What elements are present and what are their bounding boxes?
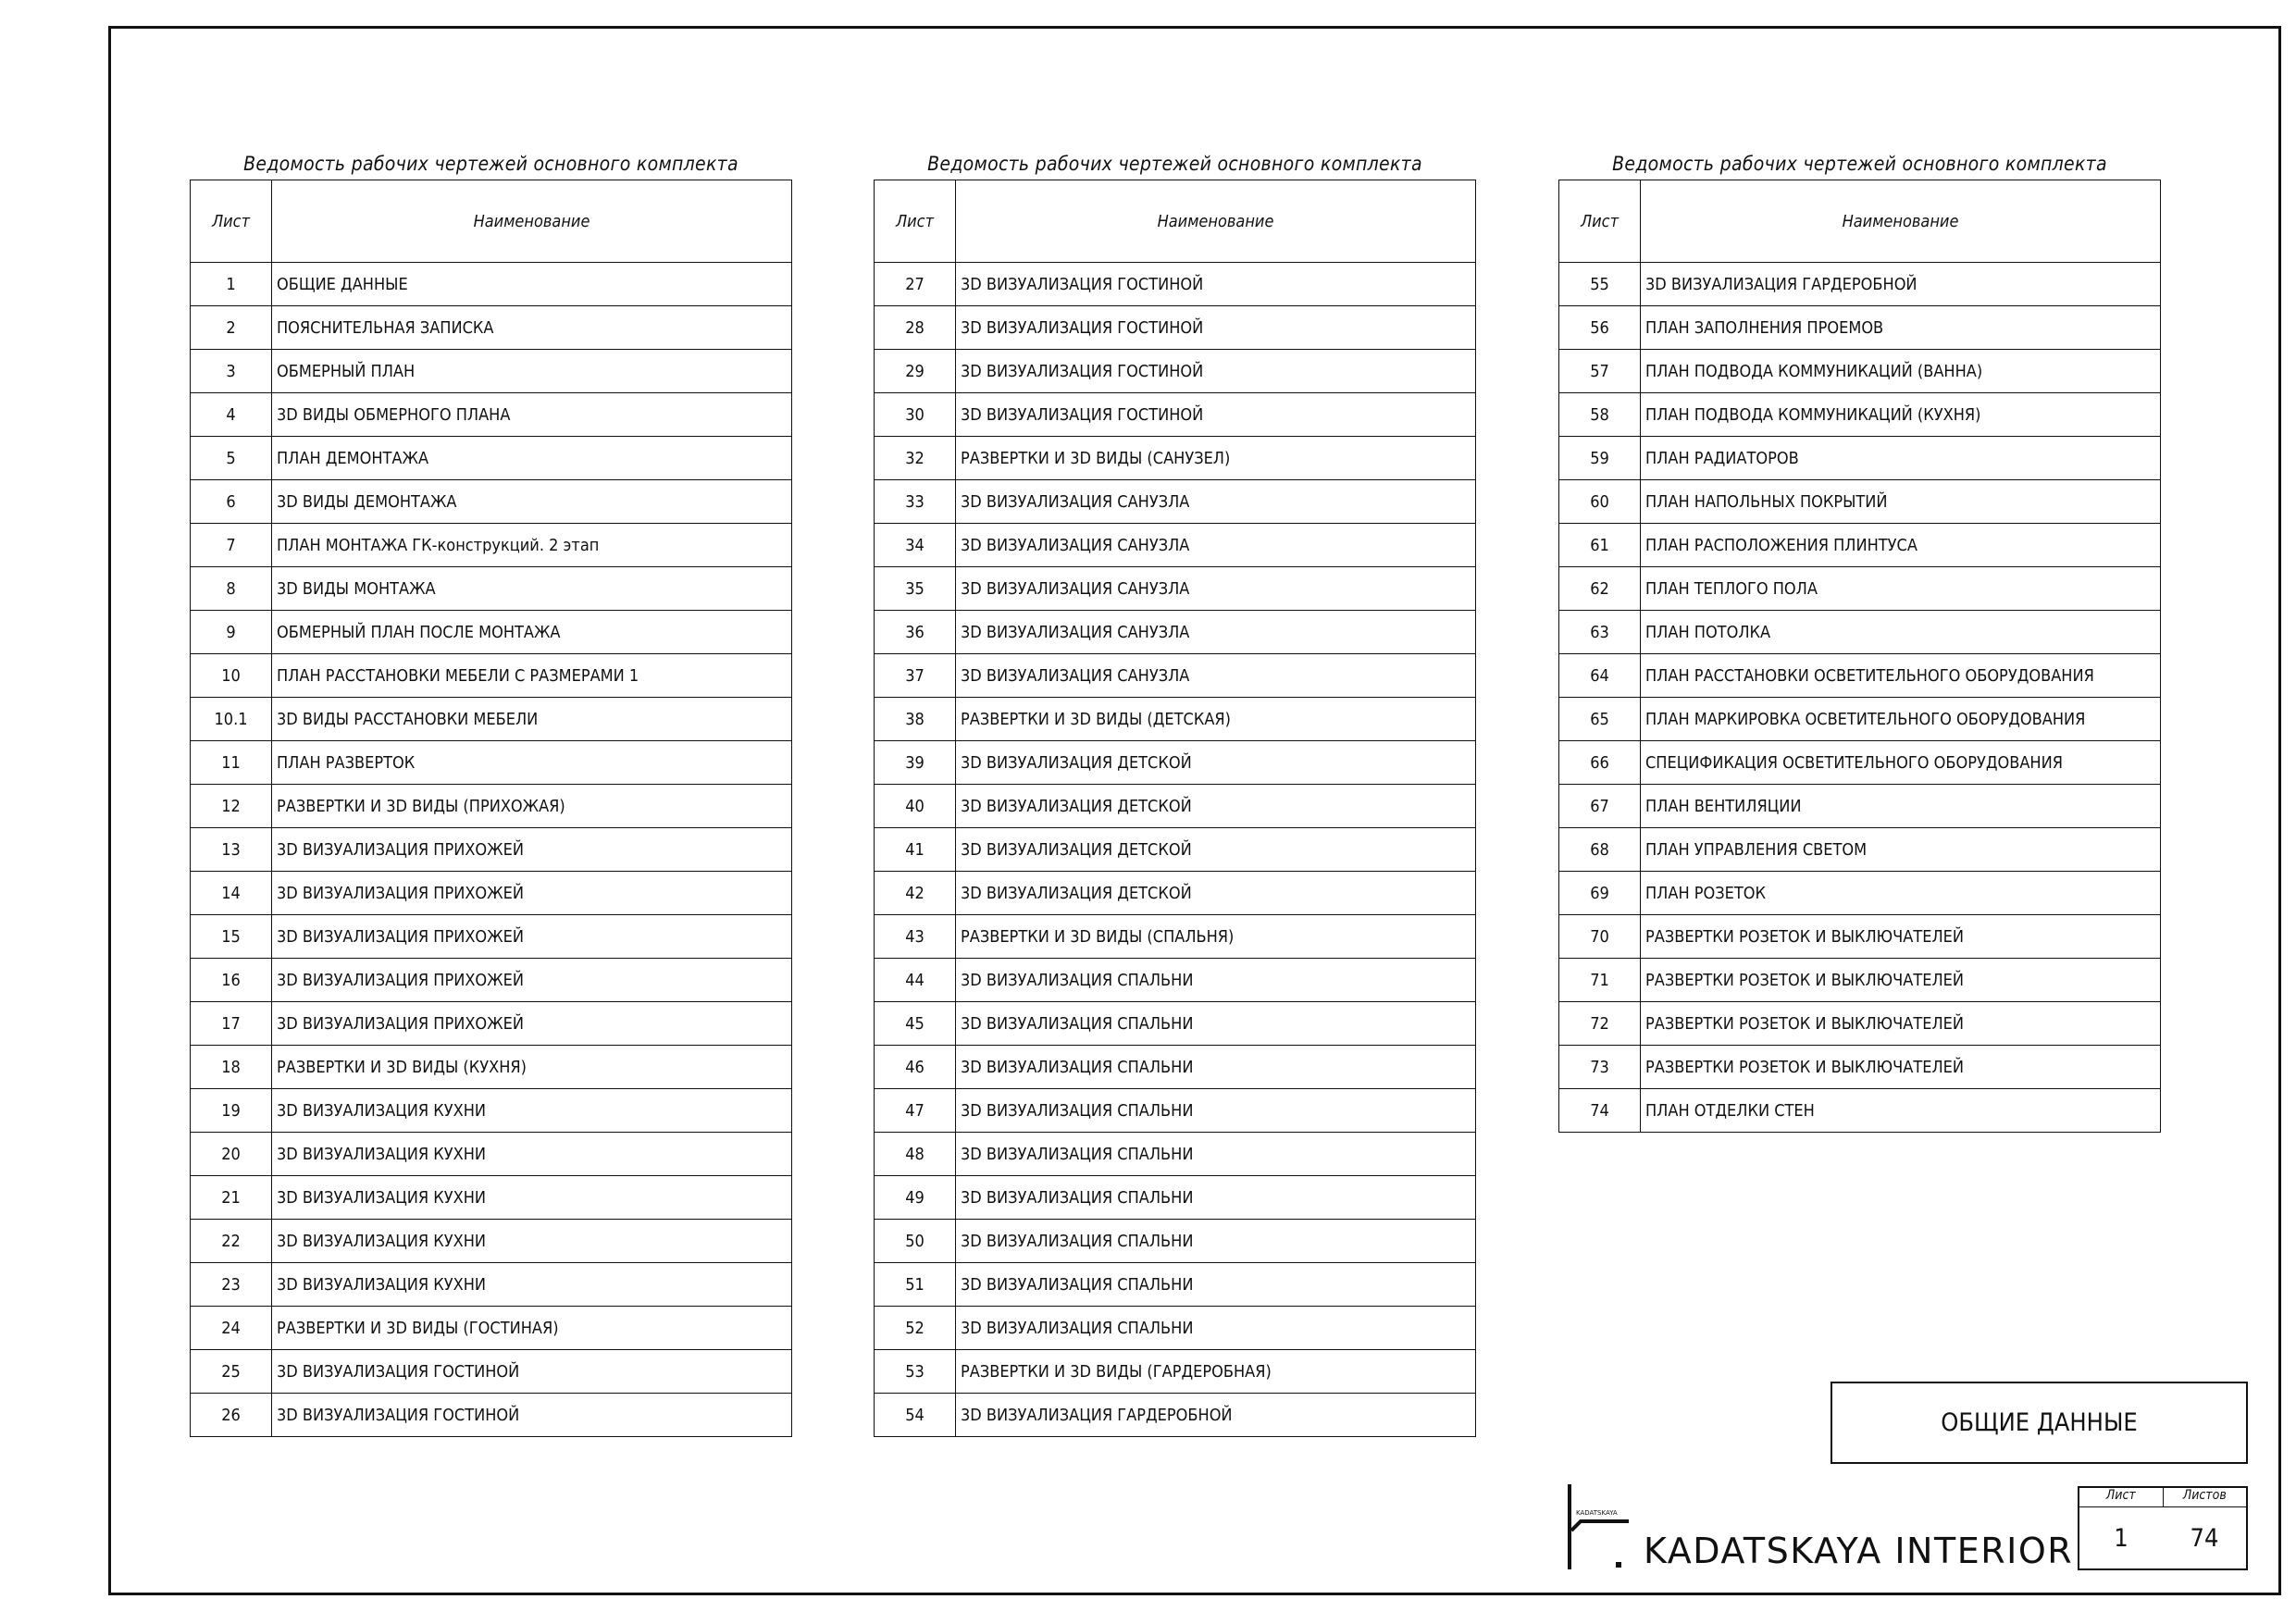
sheet-name: 3D ВИЗУАЛИЗАЦИЯ СПАЛЬНИ (956, 1263, 1476, 1307)
sheet-name: 3D ВИЗУАЛИЗАЦИЯ ПРИХОЖЕЙ (272, 1002, 792, 1046)
sheet-name: 3D ВИЗУАЛИЗАЦИЯ САНУЗЛА (956, 567, 1476, 611)
sheet-number: 5 (191, 437, 272, 480)
sheet-name: ПЛАН ОТДЕЛКИ СТЕН (1641, 1089, 2161, 1133)
table-row (191, 1350, 792, 1394)
table-row (875, 1350, 1476, 1394)
sheet-name: ПЛАН РОЗЕТОК (1641, 872, 2161, 915)
table-row (1559, 1046, 2161, 1089)
sheet-number: 42 (875, 872, 956, 915)
sheet-number: 44 (875, 959, 956, 1002)
sheet-name: 3D ВИЗУАЛИЗАЦИЯ СПАЛЬНИ (956, 1089, 1476, 1133)
sheet-name: ОБМЕРНЫЙ ПЛАН ПОСЛЕ МОНТАЖА (272, 611, 792, 654)
sheet-number: 53 (875, 1350, 956, 1394)
sheet-number: 43 (875, 915, 956, 959)
register-title: Ведомость рабочих чертежей основного комплекта (1612, 153, 2107, 175)
table-row (875, 263, 1476, 306)
sheet-name: ПЛАН ПОТОЛКА (1641, 611, 2161, 654)
sheet-name: 3D ВИЗУАЛИЗАЦИЯ САНУЗЛА (956, 480, 1476, 524)
sheet-name: 3D ВИЗУАЛИЗАЦИЯ СПАЛЬНИ (956, 1220, 1476, 1263)
sheet-number: 39 (875, 741, 956, 785)
table-row (875, 741, 1476, 785)
register-column-3 (1558, 148, 2161, 1133)
sheet-number: 4 (191, 393, 272, 437)
sheet-name: ПЛАН РАЗВЕРТОК (272, 741, 792, 785)
sheet-number: 56 (1559, 306, 1641, 350)
table-row (1559, 306, 2161, 350)
sheet-number: 62 (1559, 567, 1641, 611)
sheet-name: ОБМЕРНЫЙ ПЛАН (272, 350, 792, 393)
sheet-number: 33 (875, 480, 956, 524)
header-name: Наименование (956, 180, 1476, 263)
table-row (875, 828, 1476, 872)
sheet-name: 3D ВИЗУАЛИЗАЦИЯ КУХНИ (272, 1220, 792, 1263)
sheet-number: 2 (191, 306, 272, 350)
sheet-name: РАЗВЕРТКИ И 3D ВИДЫ (САНУЗЕЛ) (956, 437, 1476, 480)
sheet-number: 61 (1559, 524, 1641, 567)
table-row (191, 1002, 792, 1046)
sheet-name: 3D ВИДЫ ДЕМОНТАЖА (272, 480, 792, 524)
sheet-name: ПЛАН МАРКИРОВКА ОСВЕТИТЕЛЬНОГО ОБОРУДОВАНИЯ (1641, 698, 2161, 741)
sheet-name: РАЗВЕРТКИ И 3D ВИДЫ (ДЕТСКАЯ) (956, 698, 1476, 741)
sheet-number: 50 (875, 1220, 956, 1263)
sheet-name: ПЛАН ДЕМОНТАЖА (272, 437, 792, 480)
sheet-name: 3D ВИЗУАЛИЗАЦИЯ САНУЗЛА (956, 654, 1476, 698)
sheet-number: 57 (1559, 350, 1641, 393)
sheet-number: 55 (1559, 263, 1641, 306)
sheet-name: 3D ВИЗУАЛИЗАЦИЯ ДЕТСКОЙ (956, 872, 1476, 915)
sheet-number: 60 (1559, 480, 1641, 524)
table-row (875, 611, 1476, 654)
sheet-name: 3D ВИЗУАЛИЗАЦИЯ САНУЗЛА (956, 611, 1476, 654)
sheet-name: 3D ВИЗУАЛИЗАЦИЯ ГОСТИНОЙ (956, 263, 1476, 306)
table-row (191, 698, 792, 741)
table-row (875, 654, 1476, 698)
sheet-name: РАЗВЕРТКИ И 3D ВИДЫ (ПРИХОЖАЯ) (272, 785, 792, 828)
table-row (1559, 915, 2161, 959)
table-row (875, 1394, 1476, 1437)
register-column-2 (874, 148, 1476, 1437)
sheet-name: 3D ВИЗУАЛИЗАЦИЯ СПАЛЬНИ (956, 959, 1476, 1002)
sheet-number: 13 (191, 828, 272, 872)
sheet-name: 3D ВИЗУАЛИЗАЦИЯ ГАРДЕРОБНОЙ (1641, 263, 2161, 306)
sheet-name: 3D ВИЗУАЛИЗАЦИЯ ПРИХОЖЕЙ (272, 872, 792, 915)
sheet-name: СПЕЦИФИКАЦИЯ ОСВЕТИТЕЛЬНОГО ОБОРУДОВАНИЯ (1641, 741, 2161, 785)
sheet-name: 3D ВИЗУАЛИЗАЦИЯ КУХНИ (272, 1133, 792, 1176)
sheet-name: ПЛАН УПРАВЛЕНИЯ СВЕТОМ (1641, 828, 2161, 872)
sheet-name: ПЛАН ПОДВОДА КОММУНИКАЦИЙ (КУХНЯ) (1641, 393, 2161, 437)
sheet-number: 59 (1559, 437, 1641, 480)
sheet-number: 19 (191, 1089, 272, 1133)
sheet-number: 38 (875, 698, 956, 741)
sheet-number: 71 (1559, 959, 1641, 1002)
sheet-number: 10 (191, 654, 272, 698)
table-row (875, 1046, 1476, 1089)
sheet-number: 40 (875, 785, 956, 828)
sheet-name: 3D ВИДЫ МОНТАЖА (272, 567, 792, 611)
sheet-number: 69 (1559, 872, 1641, 915)
header-sheet: Лист (875, 180, 956, 263)
sheet-number: 37 (875, 654, 956, 698)
table-row (191, 1394, 792, 1437)
sheet-name: 3D ВИЗУАЛИЗАЦИЯ СПАЛЬНИ (956, 1176, 1476, 1220)
sheet-number: 52 (875, 1307, 956, 1350)
table-row (1559, 263, 2161, 306)
sheet-number: 11 (191, 741, 272, 785)
sheet-number: 1 (191, 263, 272, 306)
sheet-name: ПЛАН РАДИАТОРОВ (1641, 437, 2161, 480)
table-row (191, 828, 792, 872)
sheet-number: 9 (191, 611, 272, 654)
sheet-number: 30 (875, 393, 956, 437)
sheet-number: 54 (875, 1394, 956, 1437)
table-row (875, 1089, 1476, 1133)
table-row (191, 1220, 792, 1263)
sheet-number: 66 (1559, 741, 1641, 785)
table-row (1559, 567, 2161, 611)
table-row (1559, 437, 2161, 480)
sheet-number: 72 (1559, 1002, 1641, 1046)
sheet-name: ПЛАН РАССТАНОВКИ ОСВЕТИТЕЛЬНОГО ОБОРУДОВАНИЯ (1641, 654, 2161, 698)
table-row (875, 393, 1476, 437)
table-row (875, 1002, 1476, 1046)
sheet-number: 36 (875, 611, 956, 654)
table-row (191, 437, 792, 480)
sheet-name: РАЗВЕРТКИ И 3D ВИДЫ (СПАЛЬНЯ) (956, 915, 1476, 959)
table-row (191, 393, 792, 437)
table-row (191, 872, 792, 915)
sheet-number: 27 (875, 263, 956, 306)
sheet-name: ПЛАН ЗАПОЛНЕНИЯ ПРОЕМОВ (1641, 306, 2161, 350)
sheet-number: 49 (875, 1176, 956, 1220)
table-row (191, 1133, 792, 1176)
sheet-number: 32 (875, 437, 956, 480)
sheet-name: 3D ВИЗУАЛИЗАЦИЯ ГОСТИНОЙ (272, 1394, 792, 1437)
stamp-sheet-count (2078, 1486, 2248, 1570)
table-row (191, 524, 792, 567)
table-row (191, 567, 792, 611)
sheet-name: 3D ВИЗУАЛИЗАЦИЯ САНУЗЛА (956, 524, 1476, 567)
stamp-sheets-label: Листов (2182, 1488, 2227, 1503)
stamp-sheets-value: 74 (2190, 1524, 2219, 1553)
table-row (1559, 828, 2161, 872)
sheet-number: 15 (191, 915, 272, 959)
sheet-name: ПОЯСНИТЕЛЬНАЯ ЗАПИСКА (272, 306, 792, 350)
table-row (875, 524, 1476, 567)
sheet-number: 63 (1559, 611, 1641, 654)
table-row (1559, 611, 2161, 654)
table-row (191, 611, 792, 654)
sheet-name: РАЗВЕРТКИ РОЗЕТОК И ВЫКЛЮЧАТЕЛЕЙ (1641, 1046, 2161, 1089)
sheet-name: 3D ВИЗУАЛИЗАЦИЯ ПРИХОЖЕЙ (272, 828, 792, 872)
sheet-number: 65 (1559, 698, 1641, 741)
table-row (875, 350, 1476, 393)
sheet-name: 3D ВИЗУАЛИЗАЦИЯ СПАЛЬНИ (956, 1133, 1476, 1176)
table-row (875, 1307, 1476, 1350)
table-header-row (1559, 180, 2161, 263)
sheet-number: 12 (191, 785, 272, 828)
sheet-name: РАЗВЕРТКИ И 3D ВИДЫ (ГАРДЕРОБНАЯ) (956, 1350, 1476, 1394)
sheet-name: 3D ВИЗУАЛИЗАЦИЯ СПАЛЬНИ (956, 1046, 1476, 1089)
table-row (1559, 350, 2161, 393)
sheet-number: 7 (191, 524, 272, 567)
stamp-sheet-label: Лист (2079, 1488, 2164, 1506)
table-row (191, 741, 792, 785)
sheet-name: 3D ВИЗУАЛИЗАЦИЯ СПАЛЬНИ (956, 1002, 1476, 1046)
sheet-name: 3D ВИЗУАЛИЗАЦИЯ ГАРДЕРОБНОЙ (956, 1394, 1476, 1437)
logo-small-text: KADATSKAYA (1576, 1509, 1618, 1517)
table-row (191, 654, 792, 698)
sheet-number: 16 (191, 959, 272, 1002)
sheet-number: 8 (191, 567, 272, 611)
sheet-name: ПЛАН МОНТАЖА ГК-конструкций. 2 этап (272, 524, 792, 567)
sheet-name: РАЗВЕРТКИ И 3D ВИДЫ (ГОСТИНАЯ) (272, 1307, 792, 1350)
sheet-number: 3 (191, 350, 272, 393)
table-row (191, 785, 792, 828)
table-row (191, 1263, 792, 1307)
register-table (190, 180, 792, 1437)
sheet-number: 17 (191, 1002, 272, 1046)
table-row (875, 480, 1476, 524)
sheet-number: 29 (875, 350, 956, 393)
sheet-number: 74 (1559, 1089, 1641, 1133)
sheet-number: 22 (191, 1220, 272, 1263)
sheet-name: 3D ВИЗУАЛИЗАЦИЯ КУХНИ (272, 1089, 792, 1133)
sheet-name: ПЛАН НАПОЛЬНЫХ ПОКРЫТИЙ (1641, 480, 2161, 524)
sheet-name: 3D ВИЗУАЛИЗАЦИЯ ГОСТИНОЙ (956, 350, 1476, 393)
table-row (1559, 872, 2161, 915)
table-row (1559, 393, 2161, 437)
table-row (191, 306, 792, 350)
table-row (875, 915, 1476, 959)
table-row (191, 915, 792, 959)
sheet-name: РАЗВЕРТКИ РОЗЕТОК И ВЫКЛЮЧАТЕЛЕЙ (1641, 959, 2161, 1002)
sheet-name: 3D ВИЗУАЛИЗАЦИЯ ДЕТСКОЙ (956, 785, 1476, 828)
stamp-title: ОБЩИЕ ДАННЫЕ (1831, 1382, 2248, 1464)
sheet-name: РАЗВЕРТКИ И 3D ВИДЫ (КУХНЯ) (272, 1046, 792, 1089)
sheet-name: 3D ВИЗУАЛИЗАЦИЯ ГОСТИНОЙ (272, 1350, 792, 1394)
sheet-number: 45 (875, 1002, 956, 1046)
table-row (191, 480, 792, 524)
table-row (875, 872, 1476, 915)
table-row (875, 306, 1476, 350)
table-row (1559, 480, 2161, 524)
logo-mark-icon (1564, 1484, 1629, 1569)
sheet-name: 3D ВИЗУАЛИЗАЦИЯ ДЕТСКОЙ (956, 741, 1476, 785)
table-row (191, 1089, 792, 1133)
table-row (875, 1220, 1476, 1263)
sheet-number: 73 (1559, 1046, 1641, 1089)
sheet-name: ОБЩИЕ ДАННЫЕ (272, 263, 792, 306)
table-row (1559, 741, 2161, 785)
sheet-number: 46 (875, 1046, 956, 1089)
table-header-row (875, 180, 1476, 263)
table-row (875, 698, 1476, 741)
sheet-number: 34 (875, 524, 956, 567)
register-table (874, 180, 1476, 1437)
table-row (1559, 654, 2161, 698)
table-row (875, 1176, 1476, 1220)
table-row (1559, 1002, 2161, 1046)
sheet-name: 3D ВИДЫ ОБМЕРНОГО ПЛАНА (272, 393, 792, 437)
sheet-name: ПЛАН РАСПОЛОЖЕНИЯ ПЛИНТУСА (1641, 524, 2161, 567)
header-name: Наименование (1641, 180, 2161, 263)
sheet-number: 10.1 (191, 698, 272, 741)
sheet-name: 3D ВИЗУАЛИЗАЦИЯ ГОСТИНОЙ (956, 306, 1476, 350)
sheet-number: 47 (875, 1089, 956, 1133)
sheet-number: 24 (191, 1307, 272, 1350)
sheet-name: 3D ВИДЫ РАССТАНОВКИ МЕБЕЛИ (272, 698, 792, 741)
sheet-number: 51 (875, 1263, 956, 1307)
table-row (1559, 785, 2161, 828)
table-row (875, 959, 1476, 1002)
sheet-name: ПЛАН ТЕПЛОГО ПОЛА (1641, 567, 2161, 611)
table-row (875, 785, 1476, 828)
register-title: Ведомость рабочих чертежей основного комплекта (243, 153, 738, 175)
table-row (191, 263, 792, 306)
sheet-name: 3D ВИЗУАЛИЗАЦИЯ КУХНИ (272, 1176, 792, 1220)
sheet-name: 3D ВИЗУАЛИЗАЦИЯ КУХНИ (272, 1263, 792, 1307)
logo-wordmark: KADATSKAYA INTERIOR (1644, 1531, 2074, 1571)
sheet-name: 3D ВИЗУАЛИЗАЦИЯ СПАЛЬНИ (956, 1307, 1476, 1350)
sheet-name: ПЛАН ПОДВОДА КОММУНИКАЦИЙ (ВАННА) (1641, 350, 2161, 393)
header-name: Наименование (272, 180, 792, 263)
table-row (875, 1263, 1476, 1307)
table-row (191, 1307, 792, 1350)
sheet-number: 68 (1559, 828, 1641, 872)
stamp-sheet-value: 1 (2114, 1524, 2128, 1553)
sheet-number: 20 (191, 1133, 272, 1176)
sheet-number: 23 (191, 1263, 272, 1307)
sheet-number: 70 (1559, 915, 1641, 959)
register-table (1558, 180, 2161, 1133)
sheet-number: 67 (1559, 785, 1641, 828)
sheet-number: 14 (191, 872, 272, 915)
sheet-number: 48 (875, 1133, 956, 1176)
sheet-number: 41 (875, 828, 956, 872)
sheet-name: 3D ВИЗУАЛИЗАЦИЯ ПРИХОЖЕЙ (272, 959, 792, 1002)
table-row (191, 1046, 792, 1089)
table-header-row (191, 180, 792, 263)
sheet-name: 3D ВИЗУАЛИЗАЦИЯ ДЕТСКОЙ (956, 828, 1476, 872)
sheet-number: 64 (1559, 654, 1641, 698)
table-row (191, 350, 792, 393)
sheet-number: 28 (875, 306, 956, 350)
table-row (191, 1176, 792, 1220)
table-row (191, 959, 792, 1002)
sheet-name: ПЛАН РАССТАНОВКИ МЕБЕЛИ С РАЗМЕРАМИ 1 (272, 654, 792, 698)
header-sheet: Лист (191, 180, 272, 263)
sheet-name: 3D ВИЗУАЛИЗАЦИЯ ПРИХОЖЕЙ (272, 915, 792, 959)
sheet-number: 26 (191, 1394, 272, 1437)
table-row (875, 567, 1476, 611)
table-row (1559, 959, 2161, 1002)
table-row (875, 1133, 1476, 1176)
header-sheet: Лист (1559, 180, 1641, 263)
sheet-number: 58 (1559, 393, 1641, 437)
register-column-1 (190, 148, 792, 1437)
sheet-name: РАЗВЕРТКИ РОЗЕТОК И ВЫКЛЮЧАТЕЛЕЙ (1641, 915, 2161, 959)
sheet-number: 25 (191, 1350, 272, 1394)
sheet-number: 6 (191, 480, 272, 524)
sheet-name: ПЛАН ВЕНТИЛЯЦИИ (1641, 785, 2161, 828)
table-row (1559, 1089, 2161, 1133)
register-title: Ведомость рабочих чертежей основного комплекта (927, 153, 1422, 175)
sheet-name: 3D ВИЗУАЛИЗАЦИЯ ГОСТИНОЙ (956, 393, 1476, 437)
sheet-number: 35 (875, 567, 956, 611)
table-row (1559, 524, 2161, 567)
sheet-number: 18 (191, 1046, 272, 1089)
table-row (1559, 698, 2161, 741)
sheet-name: РАЗВЕРТКИ РОЗЕТОК И ВЫКЛЮЧАТЕЛЕЙ (1641, 1002, 2161, 1046)
table-row (875, 437, 1476, 480)
sheet-number: 21 (191, 1176, 272, 1220)
